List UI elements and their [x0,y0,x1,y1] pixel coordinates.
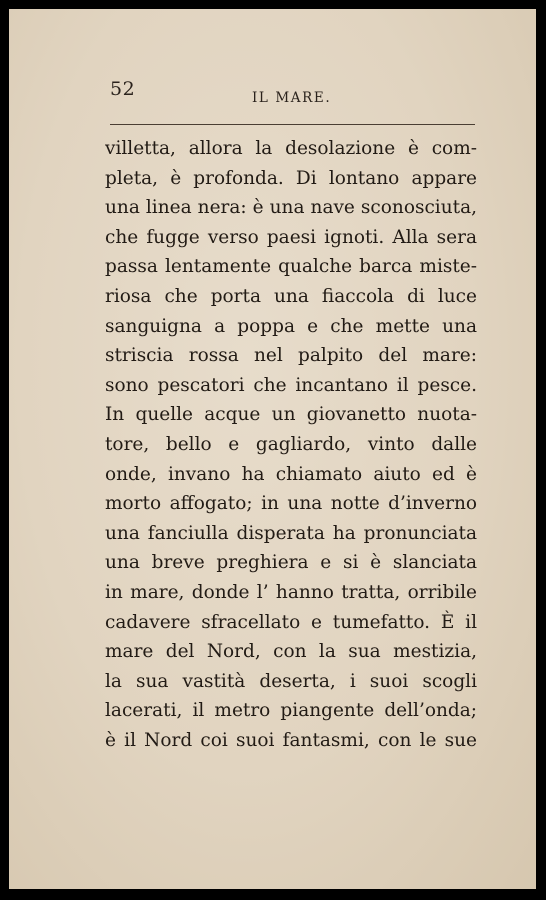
text-line: è il Nord coi suoi fantasmi, con le sue [105,729,477,751]
text-line: la sua vastità deserta, i suoi scogli [105,670,477,692]
header-rule [110,124,475,125]
text-line: mare del Nord, con la sua mestizia, [105,641,477,663]
text-line: In quelle acque un giovanetto nuota- [105,404,477,426]
text-line: pleta, è profonda. Di lontano appare [105,167,477,189]
text-line: tore, bello e gagliardo, vinto dalle [105,433,477,455]
text-line: passa lentamente qualche barca miste- [105,256,477,278]
page-number: 52 [110,78,136,100]
text-line: riosa che porta una fiaccola di luce [105,285,477,307]
text-line: che fugge verso paesi ignoti. Alla sera [105,226,477,248]
text-line: morto affogato; in una notte d’inverno [105,493,477,515]
text-line: sanguigna a poppa e che mette una [105,315,477,337]
text-line: striscia rossa nel palpito del mare: [105,345,477,367]
text-line: cadavere sfracellato e tumefatto. È il [105,611,477,633]
text-line: onde, invano ha chiamato aiuto ed è [105,463,477,485]
text-line: in mare, donde l’ hanno tratta, orribile [105,581,477,603]
body-text [105,134,477,755]
text-line: villetta, allora la desolazione è com- [105,138,477,159]
text-line: una fanciulla disperata ha pronunciata [105,522,477,544]
text-line: sono pescatori che incantano il pesce. [105,374,477,396]
running-title: IL MARE. [252,90,332,106]
text-line: lacerati, il metro piangente dell’onda; [105,700,477,722]
text-line: una linea nera: è una nave sconosciuta, [105,197,477,219]
book-page [9,9,536,889]
text-line: una breve preghiera e si è slanciata [105,552,477,574]
